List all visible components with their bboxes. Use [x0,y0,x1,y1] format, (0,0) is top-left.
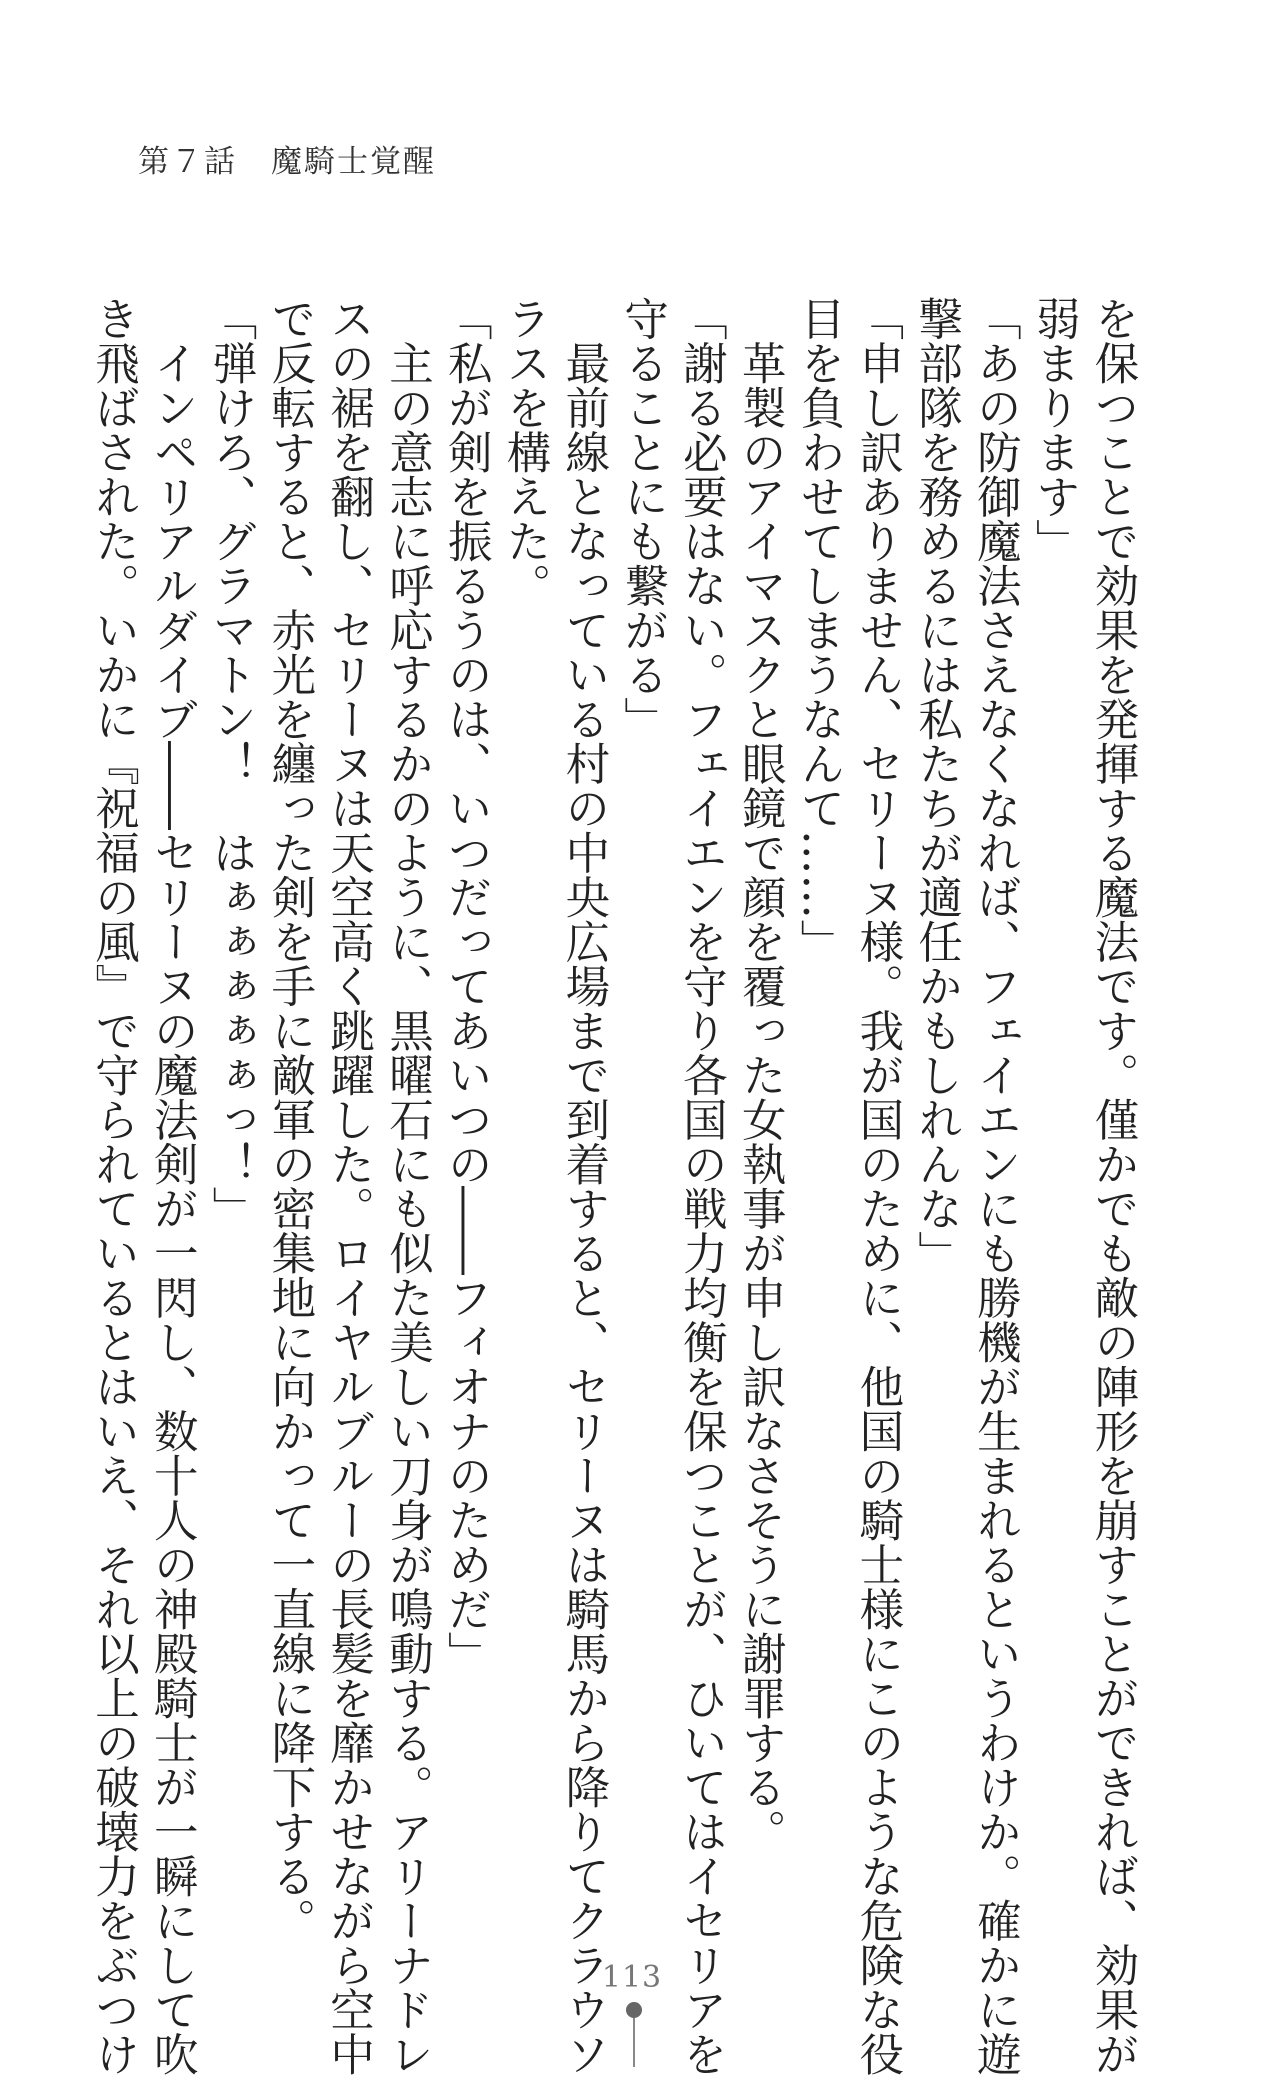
text-line: スの裾を翻し、セリーヌは天空高く跳躍した。ロイヤルブルーの長髪を靡かせながら空中 [322,296,374,2076]
text-line: 「謝る必要はない。フェイエンを守り各国の戦力均衡を保つことが、ひいてはイセリアを [675,296,727,2076]
text-line: 「あの防御魔法さえなくなれば、フェイエンにも勝機が生まれるというわけか。確かに遊 [969,296,1021,2076]
page-number: 113 [601,1960,663,1995]
text-line: き飛ばされた。いかに『祝福の風』で守られているとはいえ、それ以上の破壊力をぶつけ [87,296,139,2076]
text-line: 守ることにも繋がる」 [616,296,668,741]
text-line: 目を負わせてしまうなんて……」 [793,296,845,964]
text-line: 「申し訳ありません、セリーヌ様。我が国のために、他国の騎士様にこのような危険な役 [851,296,903,2076]
text-line: 「弾けろ、グラマトン！ はぁぁぁぁぁっ！」 [205,296,257,1231]
text-line: インペリアルダイブ――セリーヌの魔法剣が一閃し、数十人の神殿騎士が一瞬にして吹 [146,296,198,2076]
text-line: で反転すると、赤光を纏った剣を手に敵軍の密集地に向かって一直線に降下する。 [263,296,315,1943]
text-line: 「私が剣を振るうのは、いつだってあいつの――フィオナのためだ」 [440,296,492,1676]
text-line: 弱まります」 [1028,296,1080,563]
text-line: 撃部隊を務めるには私たちが適任かもしれんな」 [910,296,962,1275]
text-line: を保つことで効果を発揮する魔法です。僅かでも敵の陣形を崩すことができれば、効果が [1087,296,1138,2076]
chapter-number: 第７話 [138,144,237,180]
running-header [138,136,436,181]
text-line: 主の意志に呼応するかのように、黒曜石にも似た美しい刀身が鳴動する。アリーナドレ [381,296,433,2076]
page-marker-line [633,2018,635,2067]
text-line: 革製のアイマスクと眼鏡で顔を覆った女執事が申し訳なさそうに謝罪する。 [734,296,786,1854]
chapter-title: 魔騎士覚醒 [271,144,436,180]
text-line: ラスを構えた。 [499,296,551,608]
page-marker-dot [626,2002,642,2018]
text-line: 最前線となっている村の中央広場まで到着すると、セリーヌは騎馬から降りてクラウソ [557,296,609,2076]
